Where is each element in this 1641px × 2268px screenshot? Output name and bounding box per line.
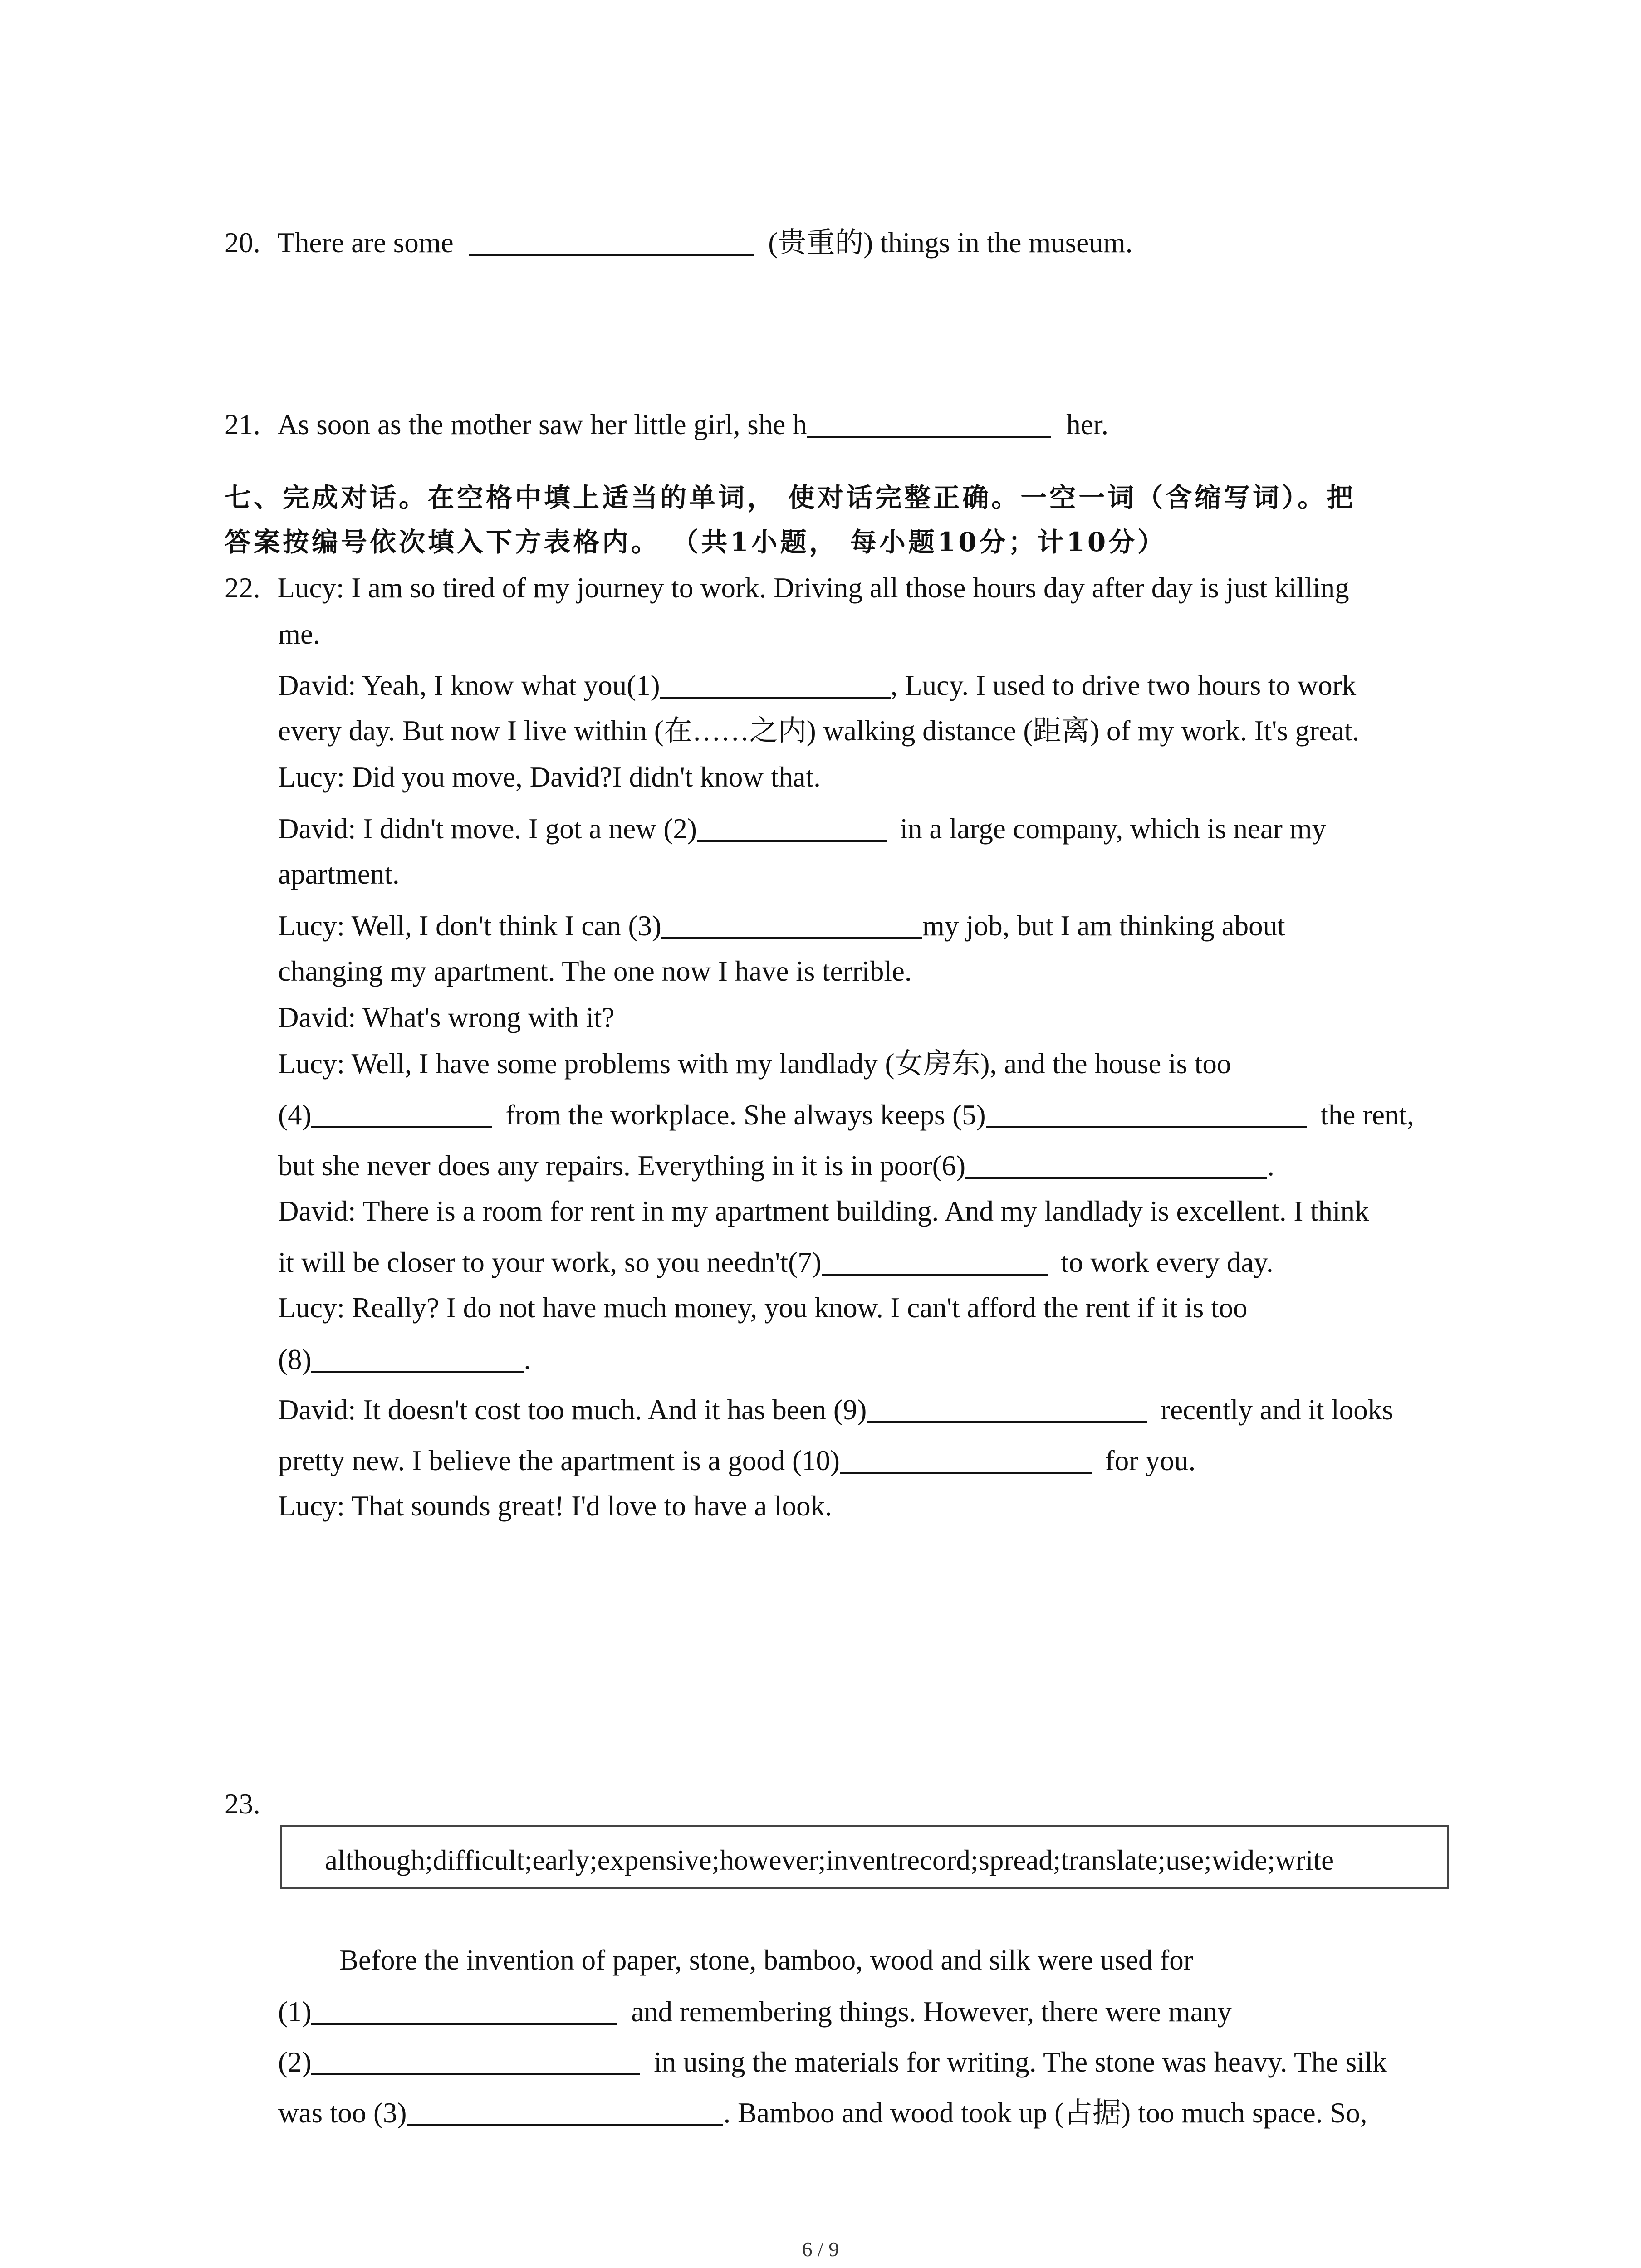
question-number: 21. [225, 409, 260, 440]
dialogue-text: to work every day. [1061, 1246, 1274, 1278]
dialogue-line [278, 1247, 1274, 1277]
answer-blank-3[interactable] [407, 2098, 723, 2126]
question-21 [225, 410, 1108, 439]
section-heading-line-2: 答案按编号依次填入下方表格内。 （共1小题， 每小题10分；计10分） [225, 527, 1167, 557]
passage-line [278, 2098, 1367, 2127]
question-number: 22. [225, 572, 260, 604]
question-text: There are some [277, 227, 454, 259]
dialogue-text: pretty new. I believe the apartment is a good (10) [278, 1445, 840, 1476]
passage-text: (2) [278, 2046, 312, 2078]
dialogue-line: me. [278, 618, 320, 650]
dialogue-line [278, 814, 1326, 843]
word-bank-box [280, 1825, 1449, 1889]
dialogue-text: the rent, [1320, 1099, 1414, 1131]
dialogue-text: for you. [1105, 1445, 1196, 1476]
dialogue-text: Lucy: I am so tired of my journey to work. Driving all those hours day after day is just killing [277, 572, 1349, 604]
passage-text: was too (3) [278, 2097, 407, 2129]
dialogue-text: . [524, 1344, 531, 1375]
passage-text: in using the materials for writing. The stone was heavy. The silk [654, 2046, 1387, 2078]
passage-text: (1) [278, 1996, 312, 2028]
dialogue-text: in a large company, which is near my [900, 813, 1327, 845]
dialogue-line: every day. But now I live within (在……之内) walking distance (距离) of my work. It's great. [278, 715, 1360, 747]
answer-blank-7[interactable] [822, 1247, 1048, 1276]
answer-blank-5[interactable] [986, 1100, 1307, 1128]
answer-blank-2[interactable] [311, 2047, 640, 2075]
dialogue-text: recently and it looks [1161, 1394, 1393, 1426]
dialogue-line: Lucy: That sounds great! I'd love to have a look. [278, 1490, 832, 1522]
dialogue-line [278, 1344, 531, 1374]
passage-text: . Bamboo and wood took up (占据) too much space. So, [723, 2097, 1367, 2129]
passage-line [278, 1997, 1232, 2026]
answer-blank-3[interactable] [661, 911, 922, 939]
passage-line: Before the invention of paper, stone, bamboo, wood and silk were used for [339, 1944, 1193, 1976]
dialogue-text: (8) [278, 1344, 312, 1375]
dialogue-line [278, 1395, 1393, 1424]
dialogue-line: David: There is a room for rent in my apartment building. And my landlady is excellent. I think [278, 1195, 1369, 1227]
dialogue-text: David: It doesn't cost too much. And it has been (9) [278, 1394, 867, 1426]
answer-blank[interactable] [469, 228, 754, 256]
question-text: As soon as the mother saw her little girl, she h [277, 409, 807, 440]
question-text: her. [1066, 409, 1109, 440]
dialogue-text: Lucy: Well, I don't think I can (3) [278, 910, 661, 942]
dialogue-text: (4) [278, 1099, 312, 1131]
answer-blank-10[interactable] [840, 1446, 1092, 1474]
dialogue-text: it will be closer to your work, so you needn't(7) [278, 1246, 822, 1278]
answer-blank-2[interactable] [697, 814, 887, 842]
dialogue-line: apartment. [278, 858, 400, 890]
answer-blank-8[interactable] [311, 1344, 524, 1373]
passage-line [278, 2047, 1387, 2077]
dialogue-text: David: I didn't move. I got a new (2) [278, 813, 697, 845]
question-20 [225, 228, 1132, 257]
dialogue-line: David: What's wrong with it? [278, 1002, 615, 1033]
dialogue-line [278, 670, 1356, 700]
dialogue-line: Lucy: Did you move, David?I didn't know that. [278, 761, 821, 793]
dialogue-text: David: Yeah, I know what you(1) [278, 670, 660, 701]
answer-blank-4[interactable] [311, 1100, 492, 1128]
question-number: 23. [225, 1788, 260, 1820]
question-text: (贵重的) things in the museum. [768, 227, 1133, 259]
answer-blank-6[interactable] [965, 1151, 1267, 1179]
word-bank-words: although;difficult;early;expensive;however;inventrecord;spread;translate;use;wide;write [325, 1844, 1334, 1876]
dialogue-line: Lucy: Really? I do not have much money, you know. I can't afford the rent if it is too [278, 1292, 1248, 1324]
dialogue-line [278, 1100, 1414, 1129]
question-number: 20. [225, 227, 260, 259]
page-number: 6 / 9 [802, 2238, 839, 2261]
answer-blank-1[interactable] [311, 1997, 617, 2025]
passage-text: and remembering things. However, there were many [631, 1996, 1232, 2028]
answer-blank-1[interactable] [660, 670, 891, 699]
dialogue-line: changing my apartment. The one now I have is terrible. [278, 955, 912, 987]
dialogue-text: , Lucy. I used to drive two hours to work [890, 670, 1357, 701]
answer-blank[interactable] [807, 410, 1051, 438]
dialogue-text: but she never does any repairs. Everything in it is in poor(6) [278, 1150, 966, 1182]
dialogue-line [278, 1151, 1274, 1180]
section-heading-line-1: 七、完成对话。在空格中填上适当的单词， 使对话完整正确。一空一词（含缩写词）。把 [225, 482, 1356, 513]
dialogue-line: Lucy: Well, I have some problems with my landlady (女房东), and the house is too [278, 1048, 1231, 1080]
answer-blank-9[interactable] [867, 1395, 1147, 1423]
dialogue-line [278, 911, 1285, 940]
dialogue-text: my job, but I am thinking about [922, 910, 1285, 942]
dialogue-text: . [1267, 1150, 1274, 1182]
dialogue-line [278, 1446, 1195, 1475]
question-22-line [225, 574, 1349, 602]
dialogue-text: from the workplace. She always keeps (5) [505, 1099, 986, 1131]
